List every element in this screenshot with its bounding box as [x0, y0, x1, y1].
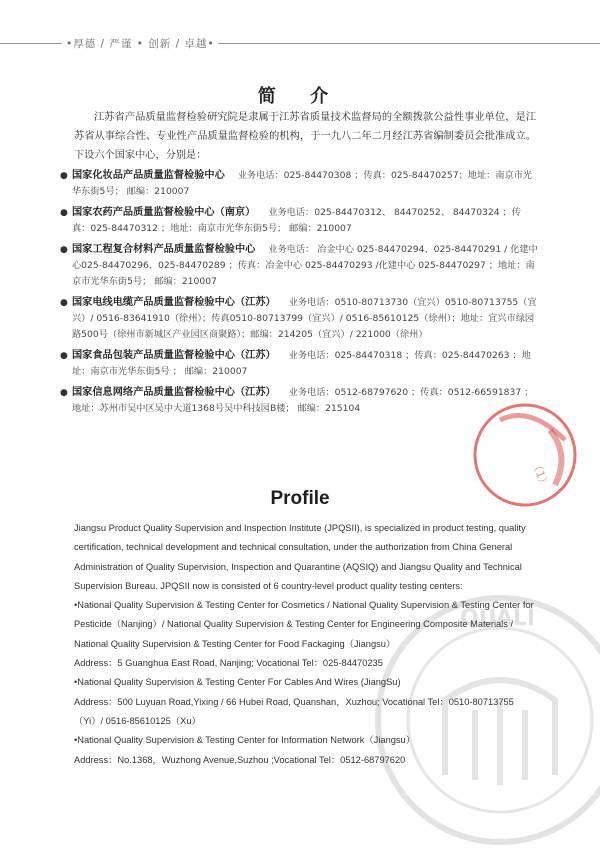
bullet-icon: ●: [60, 351, 68, 361]
header-rule-left: [0, 43, 62, 44]
profile-paragraph: Address：500 Luyuan Road,Yixing / 66 Hubei Road, Quanshan，Xuzhou; Vocational Tel：0510-80713755（Yi）/ 0516-85610125（Xu）: [74, 696, 514, 726]
center-details: 业务电话：0512-68797620 ；传真：0512-66591837 ；地址：苏州市吴中区吴中大道1368号吴中科技园B楼； 邮编：215104: [72, 387, 534, 414]
center-item: [60, 205, 538, 237]
intro-title-cn: 简 介: [257, 86, 343, 107]
center-item: [60, 348, 538, 380]
center-name: 国家工程复合材料产品质量监督检验中心: [72, 244, 256, 255]
profile-paragraph: Jiangsu Product Quality Supervision and Inspection Institute (JPQSII), is specialized in product testing, quality certification, technical development and technical consultation, under the authorization from China General Administration of Quality Supervision, Inspection and Quarantine (AQSIQ) and Jiangsu Quality and Technical Supervision Bureau. JPQSII now is consisted of 6 country-level product quality testing centers:: [74, 523, 526, 591]
center-name: 国家化妆品产品质量监督检验中心: [72, 170, 225, 181]
center-item: [60, 242, 538, 290]
header-rule-right: [218, 43, 600, 44]
bullet-icon: ●: [60, 208, 68, 218]
bullet-icon: ●: [60, 171, 68, 181]
center-details: 业务电话：0510-80713730（宜兴）0510-80713755（宜兴）/ 0516-83641910（徐州）；传真0510-80713799（宜兴）/ 0516-85610125（徐州）；地址：宜兴市绿园路500号（徐州市新城区产业园区商聚路）；邮编：214205（宜兴）/ 221000（徐州）: [72, 297, 537, 340]
profile-paragraph: •National Quality Supervision & Testing Center for Information Network（Jiangsu）: [74, 735, 416, 746]
profile-paragraph: Address：5 Guanghua East Road, Nanjing; Vocational Tel：025-84470235: [74, 658, 383, 669]
center-item: [60, 385, 538, 417]
header-band: [0, 36, 600, 52]
center-name: 国家食品包装产品质量监督检验中心（江苏）: [72, 350, 276, 361]
header-motto: •厚德 / 严谨 • 创新 / 卓越•: [66, 38, 215, 50]
center-name: 国家农药产品质量监督检验中心（南京）: [72, 207, 256, 218]
center-details: 业务电话：025-84470308 ；传真：025-84470257；地址：南京市光华东街5号； 邮编：210007: [72, 170, 533, 197]
center-name: 国家电线电缆产品质量监督检验中心（江苏）: [72, 297, 276, 308]
bullet-icon: ●: [60, 298, 68, 308]
svg-text:QUALI: QUALI: [460, 606, 536, 631]
center-list: [60, 168, 538, 422]
profile-title: Profile: [270, 488, 330, 509]
bullet-icon: ●: [60, 388, 68, 398]
bullet-icon: ●: [60, 245, 68, 255]
profile-body: [74, 519, 538, 770]
center-details: 业务电话：025-84470318 ；传真：025-84470263 ；地址：南京市光华东街5号 ； 邮编：210007: [72, 350, 531, 377]
profile-paragraph: •National Quality Supervision & Testing Center for Cosmetics / National Quality Supervision & Testing Center for Pesticide（Nanjing）/ National Quality Supervision & Testing Center for Engineering Composite Materials / National Quality Supervision & Testing Center for Food Fackaging（Jiangsu）: [74, 600, 534, 649]
center-item: [60, 168, 538, 200]
profile-paragraph: •National Quality Supervision & Testing Center For Cables And Wires (JiangSu): [74, 677, 401, 688]
profile-paragraph: Address：No.1368，Wuzhong Avenue,Suzhou ;Vocational Tel：0512-68797620: [74, 754, 406, 765]
svg-text:（1）: （1）: [529, 458, 552, 491]
center-item: [60, 295, 538, 343]
intro-body-cn: 江苏省产品质量监督检验研究院是隶属于江苏省质量技术监督局的全额拨款公益性事业单位，是江苏省从事综合性、专业性产品质量监督检验的机构，于一九八二年二月经江苏省编制委员会批准成立。下设六个国家中心，分别是：: [74, 112, 536, 161]
center-details: 业务电话：025-84470312、 84470252、 84470324 ；传真：025-84470312 ；地址：南京市光华东街5号； 邮编：210007: [72, 207, 521, 234]
center-name: 国家信息网络产品质量监督检验中心（江苏）: [72, 387, 276, 398]
center-details: 业务电话： 冶金中心 025-84470294、025-84470291 / 化建中心025-84470296、025-84470289 ；传真：冶金中心 025-84470293 /化建中心 025-84470297 ；地址：南京市光华东街5号； 邮编：210007: [72, 244, 538, 287]
